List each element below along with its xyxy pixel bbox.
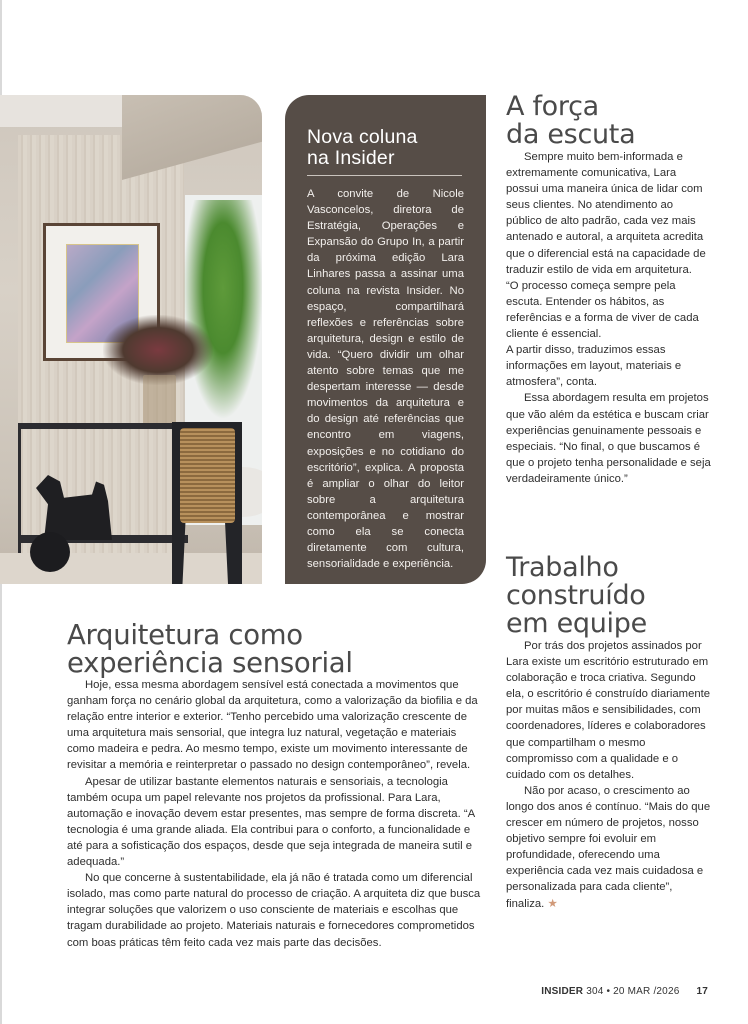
photo-vase [143,375,176,425]
paragraph: “O processo começa sempre pela escuta. Entender os hábitos, as referências e a forma de viver de cada cliente é essencial. [506,279,699,341]
sidebar-box-nova-coluna [285,95,486,584]
title-line1: Trabalho [506,552,619,583]
sidebar-divider [307,175,462,176]
sidebar-body: A convite de Nicole Vasconcelos, diretora de Estratégia, Operações e Expansão do Grupo In, a partir da próxima edição Lara Linhares passa a assinar uma coluna na revista Insider. No espaço, compartilhará reflexões e referências sobre arquitetura, design e estilo de vida. “Quero dividir um olhar atento sobre temas que me despertam interesse — desde movimentos da arquitetura e do design até referências que encontro em viagens, exposições e no cotidiano do escritório”, explica. A proposta é ampliar o olhar do leitor sobre a arquitetura contemporânea e mostrar como ela se conecta diretamente com cultura, sensorialidade e experiência. [307,188,464,571]
section-title [67,621,487,677]
title-line3: em equipe [506,608,647,639]
title-line2: da escuta [506,119,636,150]
sidebar-title-line2: na Insider [307,147,395,169]
section-title [506,93,711,149]
section-body [506,149,711,487]
section-forca-da-escuta [506,93,711,487]
page-number: 17 [696,986,708,997]
photo-chair-cane [180,428,235,523]
title-line1: A força [506,91,599,122]
section-title [506,554,711,638]
photo-console-top [18,423,188,429]
paragraph: Sempre muito bem-informada e extremamente comunicativa, Lara possui uma maneira única de lidar com seus clientes. No atendimento ao público de alto padrão, cada vez mais antenado e autoral, a arquiteta acredita que o diferencial está na capacidade de traduzir estilo de vida em arquitetura. [506,151,706,276]
photo-console-wheel [30,532,70,572]
paragraph: Apesar de utilizar bastante elementos naturais e sensoriais, a tecnologia também ocupa um papel relevante nos projetos da profissional. Para Lara, automação e inovação devem estar presentes, mas sempre de forma discreta. “A tecnologia é uma grande aliada. Ela contribui para o conforto, a funcionalidade e até para a sofisticação dos espaços, desde que seja integrada de maneira sutil e adequada.” [67,775,475,869]
title-line2: construído [506,580,646,611]
section-experiencia-sensorial [67,621,487,951]
photo-plant [183,200,262,420]
paragraph: A partir disso, traduzimos essas informações em layout, materiais e atmosfera”, conta. [506,344,682,389]
end-star-icon: ★ [547,897,558,910]
sidebar-title [307,127,464,169]
title-line1: Arquitetura como [67,619,303,651]
footer-magazine-name: INSIDER [541,986,584,997]
paragraph: Essa abordagem resulta em projetos que vão além da estética e buscam criar experiências genuinamente pessoais e especiais. “No final, o que buscamos é que o projeto tenha personalidade e seja verdadeiramente único.” [506,392,711,485]
paragraph [506,783,711,912]
paragraph: Por trás dos projetos assinados por Lara existe um escritório estruturado em colaboração e troca criativa. Segundo ela, o escritório é construído diariamente por muitas mãos e sensibilidades, com coordenadores, líderes e colaboradores que compartilham o mesmo compromisso com a qualidade e o cuidado com os detalhes. [506,640,711,781]
footer-issue-date: 304 • 20 MAR /2026 [586,986,680,997]
photo-console-leg [18,423,21,553]
paragraph-text: Não por acaso, o crescimento ao longo dos anos é contínuo. “Mais do que crescer em número de projetos, nosso objetivo sempre foi evoluir em profundidade, oferecendo uma experiência cada vez mais cuidadosa e personalizada para cada cliente”, finaliza. [506,784,711,910]
paragraph: Hoje, essa mesma abordagem sensível está conectada a movimentos que ganham força no cenário global da arquitetura, como a valorização da biofilia e da relação entre interior e exterior. “Tenho percebido uma valorização crescente de uma arquitetura mais sensorial, que integra luz natural, vegetação e materiais como madeira e pedra. Ao mesmo tempo, existe um movimento interessante de revisitar a memória e reinterpretar o passado no design contemporâneo”, revela. [67,679,478,772]
interior-photo [0,95,262,584]
section-body [506,638,711,912]
section-trabalho-em-equipe [506,554,711,912]
sidebar-title-line1: Nova coluna [307,126,418,148]
paragraph: No que concerne à sustentabilidade, ela já não é tratada como um diferencial isolado, mas como parte natural do processo de criação. A arquiteta diz que busca integrar soluções que valorizem o uso consciente de materiais e escolhas que tragam durabilidade ao projeto. Materiais naturais e fornecedores comprometidos com boas práticas têm feito cada vez mais parte das decisões. [67,872,481,949]
title-line2: experiência sensorial [67,647,353,679]
page-footer [541,986,708,997]
section-body [67,677,487,951]
photo-beam [122,95,262,180]
